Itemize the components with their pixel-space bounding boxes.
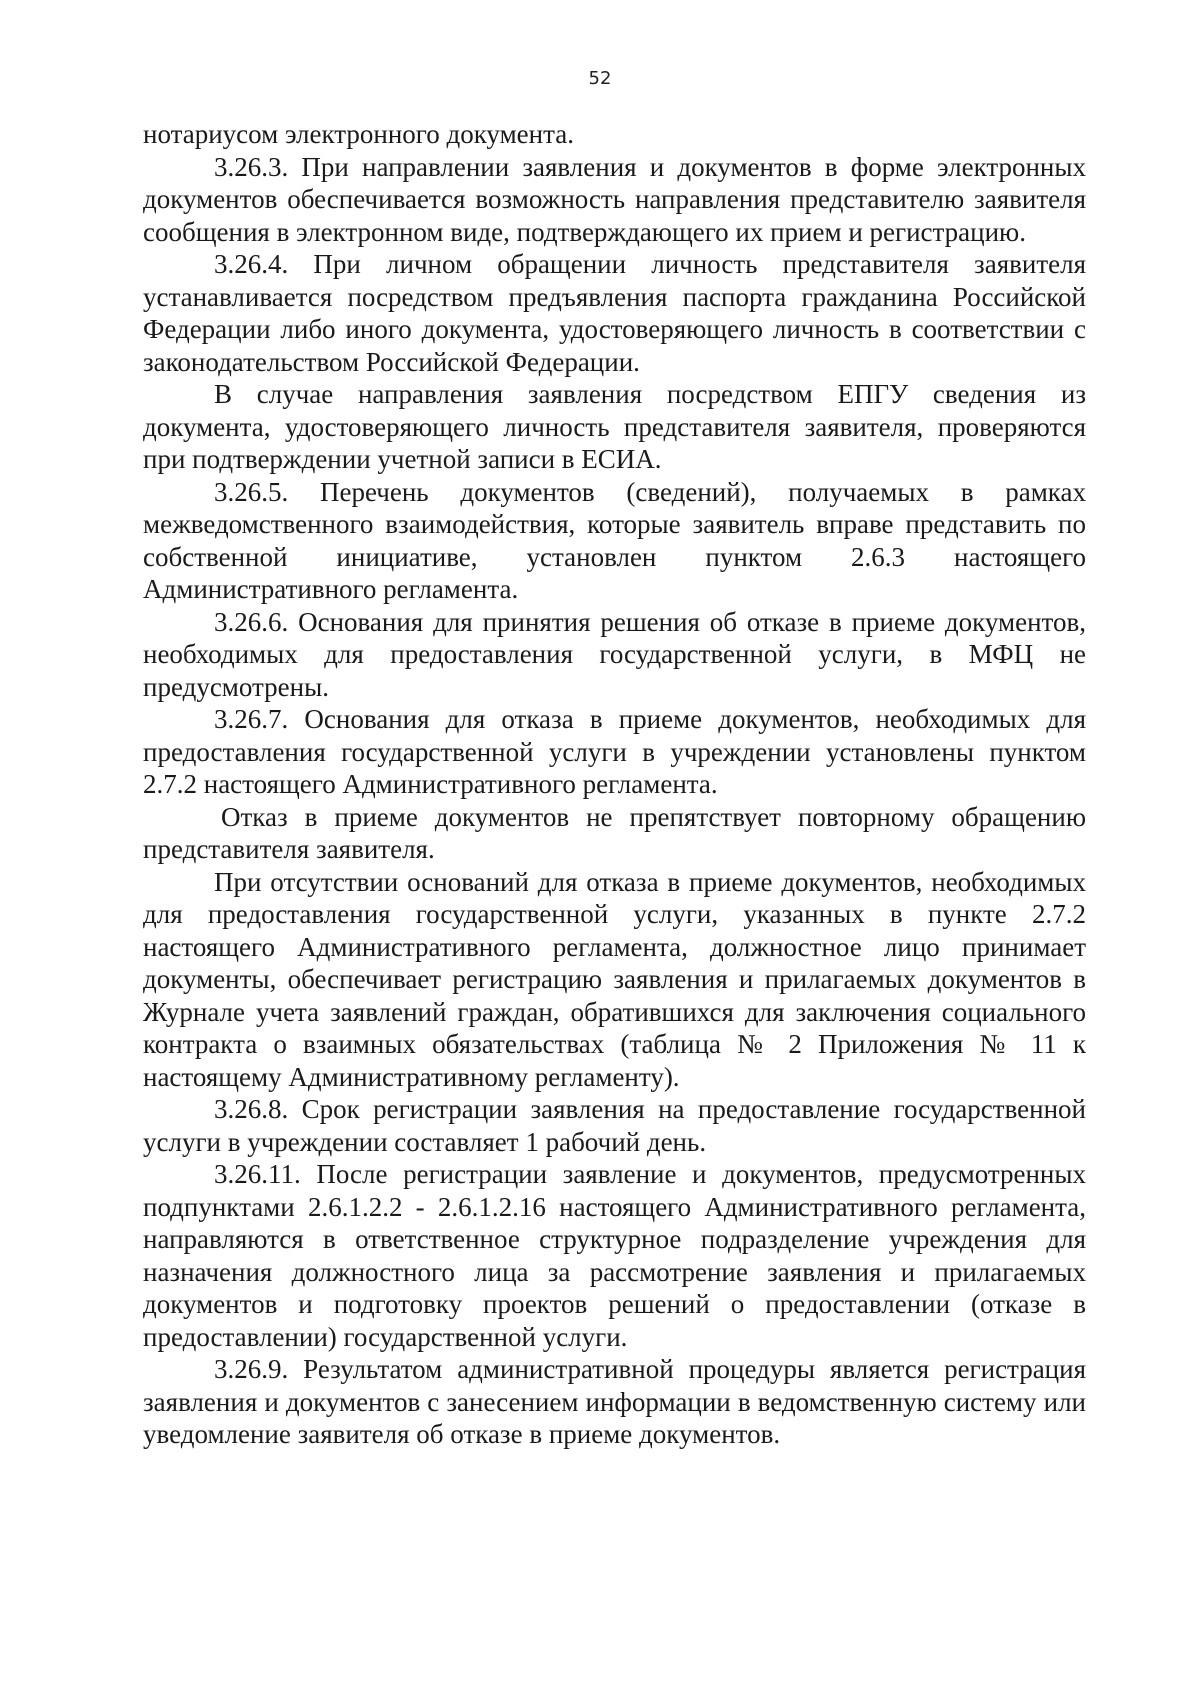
document-body — [143, 118, 1086, 1451]
paragraph-refusal: Отказ в приеме документов не препятствует повторному обращению представителя заявителя. — [143, 801, 1086, 864]
paragraph-3-26-11: 3.26.11. После регистрации заявление и документов, предусмотренных подпунктами 2.6.1.2.2 - 2.6.1.2.16 настоящего Административного регламента, направляются в ответственное структурное подразделение учреждения для назначения должностного лица за рассмотрение заявления и прилагаемых документов и подготовку проектов решений о предоставлении (отказе в предоставлении) государственной услуги. — [143, 1159, 1086, 1352]
paragraph-no-grounds: При отсутствии оснований для отказа в приеме документов, необходимых для предоставления государственной услуги, указанных в пункте 2.7.2 настоящего Административного регламента, должностное лицо принимает документы, обеспечивает регистрацию заявления и прилагаемых документов в Журнале учета заявлений граждан, обратившихся для заключения социального контракта о взаимных обязательствах (таблица № 2 Приложения № 11 к настоящему Административному регламенту). — [143, 866, 1086, 1092]
paragraph-3-26-9: 3.26.9. Результатом административной процедуры является регистрация заявления и документов с занесением информации в ведомственную систему или уведомление заявителя об отказе в приеме документов. — [143, 1354, 1086, 1449]
paragraph-3-26-4: 3.26.4. При личном обращении личность представителя заявителя устанавливается посредством предъявления паспорта гражданина Российской Федерации либо иного документа, удостоверяющего личность в соответствии с законодательством Российской Федерации. — [143, 249, 1086, 377]
paragraph-3-26-5: 3.26.5. Перечень документов (сведений), получаемых в рамках межведомственного взаимодействия, которые заявитель вправе представить по собственной инициативе, установлен пунктом 2.6.3 настоящего Административного регламента. — [143, 476, 1086, 604]
paragraph-3-26-6: 3.26.6. Основания для принятия решения об отказе в приеме документов, необходимых для предоставления государственной услуги, в МФЦ не предусмотрены. — [143, 606, 1086, 702]
paragraph-continuation: нотариусом электронного документа. — [143, 119, 574, 149]
paragraph-epgu: В случае направления заявления посредством ЕПГУ сведения из документа, удостоверяющего личность представителя заявителя, проверяются при подтверждении учетной записи в ЕСИА. — [143, 379, 1086, 474]
paragraph-3-26-7: 3.26.7. Основания для отказа в приеме документов, необходимых для предоставления государственной услуги в учреждении установлены пунктом 2.7.2 настоящего Административного регламента. — [143, 704, 1086, 799]
page-number: 52 — [588, 68, 612, 89]
paragraph-3-26-8: 3.26.8. Срок регистрации заявления на предоставление государственной услуги в учреждении составляет 1 рабочий день. — [143, 1094, 1086, 1157]
paragraph-3-26-3: 3.26.3. При направлении заявления и документов в форме электронных документов обеспечивается возможность направления представителю заявителя сообщения в электронном виде, подтверждающего их прием и регистрацию. — [143, 151, 1086, 247]
